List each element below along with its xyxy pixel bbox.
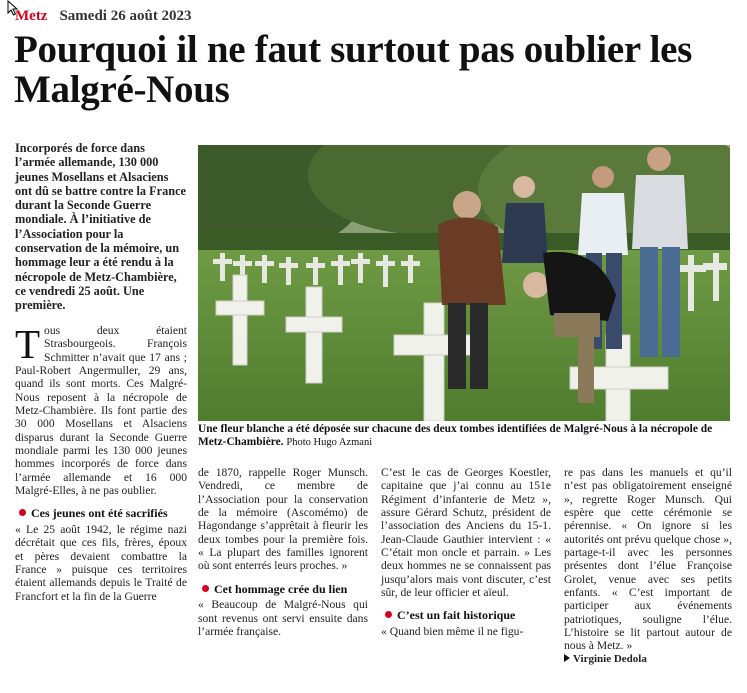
subheading-lien [198,583,368,597]
paragraph: C’est le cas de Georges Koestler, capitaine que j’ai connu au 151e Régiment d’infanterie de Metz », assure Gérard Schutz, président de l’association des Anciens du 15-1. Jean-Claude Gauthier intervient : « C’était mon oncle et parrain. » Les deux hommes ne se connaissent pas jusqu’alors mais vont discuter, c’est sûr, de leur officier et aïeul. [381,466,551,600]
paragraph: de 1870, rappelle Roger Munsch. Vendredi, ce membre de l’Association pour la conservation de la mémoire (Ascomémo) de Hagondange s’apprêtait à fleurir les deux tombes pour la première fois. « La plupart des familles ignorent où sont enterrés leurs proches. » [198,466,368,573]
subheading-text: Ces jeunes ont été sacrifiés [31,506,168,521]
subheading-text: Cet hommage crée du lien [214,581,348,596]
paragraph: « Le 25 août 1942, le régime nazi décrétait que ces fils, frères, époux et pères devaient combattre la France » puisque ces territoires étaient allemands depuis le Traité de Francfort et la fin de la Guerre [15,522,187,603]
red-dot-icon [19,509,26,516]
page-header [15,7,192,25]
paragraph: re pas dans les manuels et qu’il n’est pas obligatoirement enseigné », regrette Roger Munsch. Qui espère que cette cérémonie se pérennise. « On ignore si les autorités ont prévu quelque chose », partage-t-il avec les personnes présentes dont l’élue Françoise Grolet, venue avec ses petits enfants. « C’est important de participer aux événements patriotiques, souligne l’élue. L’histoire se lit partout autour de nous à Metz. » [564,466,732,653]
article-photo [198,145,730,421]
article-column-2 [198,466,368,638]
article-column-3 [381,466,551,638]
article-lead: Incorporés de force dans l’armée allemande, 130 000 jeunes Mosellans et Alsaciens ont dû se battre contre la France durant la Seconde Guerre mondiale. À l’initiative de l’Association pour la conservation de la mémoire, un hommage leur a été rendu à la nécropole de Metz-Chambière, ce vendredi 25 août. Une première. [15,141,186,313]
subheading-fait-historique [381,609,551,623]
cemetery-photo-illustration [198,145,730,421]
drop-cap: T [15,321,41,367]
red-dot-icon [385,611,392,618]
subheading-text: C’est un fait historique [397,608,516,623]
intro-paragraph [15,321,187,498]
subheading-sacrifies [15,507,187,521]
red-dot-icon [202,585,209,592]
author-name: Virginie Dedola [573,652,647,665]
photo-caption-text: Une fleur blanche a été déposée sur chacune des deux tombes identifiées de Malgré-Nous à la nécropole de Metz-Chambière. [198,423,713,449]
section-city: Metz [15,8,48,24]
intro-text: ous deux étaient Strasbourgeois. François Schmitter n’avait que 17 ans ; Paul-Robert Angermuller, 29 ans, quand ils sont morts. Ces Malgré-Nous reposent à la nécropole de Metz-Chambière. Ils font partie des 30 000 Mosellans et Alsaciens disparus durant la Seconde Guerre mondiale parmi les 130 000 jeunes hommes incorporés de force dans l’armée allemande et 16 000 Malgré-Elles, à ne pas oublier. [15,324,187,498]
signature-triangle-icon [564,654,570,662]
paragraph: « Beaucoup de Malgré-Nous qui sont revenus ont servi ensuite dans l’armée française. [198,598,368,638]
photo-credit: Photo Hugo Azmani [286,437,373,449]
author-signature [564,653,732,666]
photo-caption [198,423,732,450]
article-title: Pourquoi il ne faut surtout pas oublier les Malgré-Nous [14,28,693,111]
paragraph: « Quand bien même il ne figu- [381,624,524,638]
article-column-1 [15,321,187,603]
issue-date: Samedi 26 août 2023 [59,8,192,24]
article-column-4 [564,466,732,666]
